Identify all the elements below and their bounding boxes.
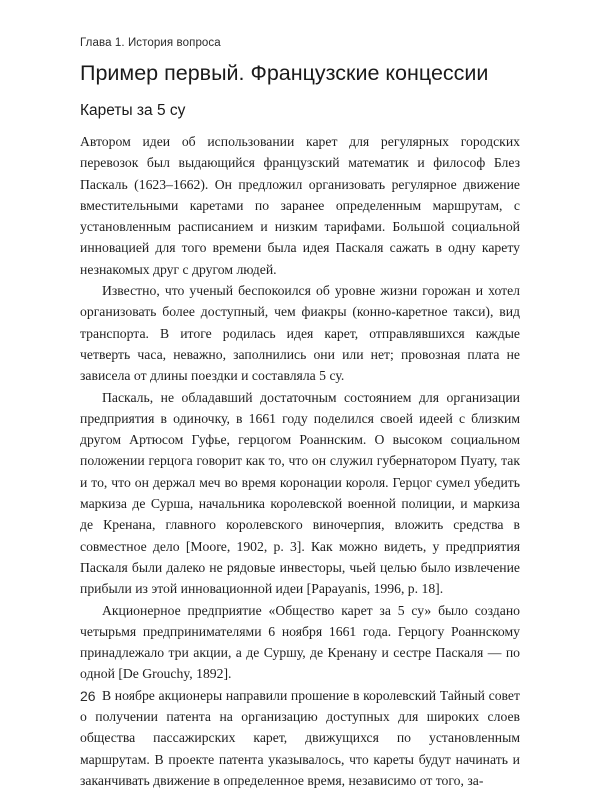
page-number: 26: [80, 688, 96, 704]
paragraph: В ноябре акционеры направили прошение в королевский Тайный совет о получении патента на организацию доступных для широких слоев общества пассажирских карет, движущихся по установленным маршрутам. В проекте патента указывалось, что кареты будут начинать и заканчивать движение в определенное время, независимо от того, за-: [80, 687, 520, 788]
section-title: Кареты за 5 су: [80, 102, 186, 119]
body-text: [80, 131, 520, 791]
paragraph: Известно, что ученый беспокоился об уровне жизни горожан и хотел организовать более доступный, чем фиакры (конно-каретное такси), вид транспорта. В итоге родилась идея карет, отправлявшихся каждые четверть часа, неважно, заполнились они или нет; провозная плата не зависела от длины поездки и составляла 5 су.: [80, 283, 520, 384]
paragraph: Автором идеи об использовании карет для регулярных городских перевозок был выдающийся французский математик и философ Блез Паскаль (1623–1662). Он предложил организовать регулярное движение вместительными каретами по заранее определенным маршрутам, с установленным расписанием и низким тарифами. Большой социальной инновацией для того времени была идея Паскаля сажать в одну карету незнакомых друг с другом людей.: [80, 134, 520, 277]
chapter-title: Пример первый. Французские концессии: [80, 61, 489, 85]
running-head: Глава 1. История вопроса: [80, 37, 221, 49]
paragraph: Акционерное предприятие «Общество карет за 5 су» было создано четырьмя предпринимателями 6 ноября 1661 года. Герцогу Роаннскому принадлежало три акции, а де Суршу, де Кренану и сестре Паскаля — по одной [De Grouchy, 1892].: [80, 602, 520, 682]
paragraph: Паскаль, не обладавший достаточным состоянием для организации предприятия в одиночку, в 1661 году поделился своей идеей с близким другом Артюсом Гуфье, герцогом Роаннским. О высоком социальном положении герцога говорит как то, что он служил губернатором Пуату, так и то, что он держал меч во время коронации короля. Герцог сумел убедить маркиза де Сурша, начальника королевской военной полиции, и маркиза де Кренана, главного королевского виночерпия, вложить средства в совместное дело [Moore, 1902, p. 3]. Как можно видеть, у предприятия Паскаля были далеко не рядовые инвесторы, чьей целью было извлечение прибыли из этой инновационной идеи [Papayanis, 1996, p. 18].: [80, 389, 520, 597]
